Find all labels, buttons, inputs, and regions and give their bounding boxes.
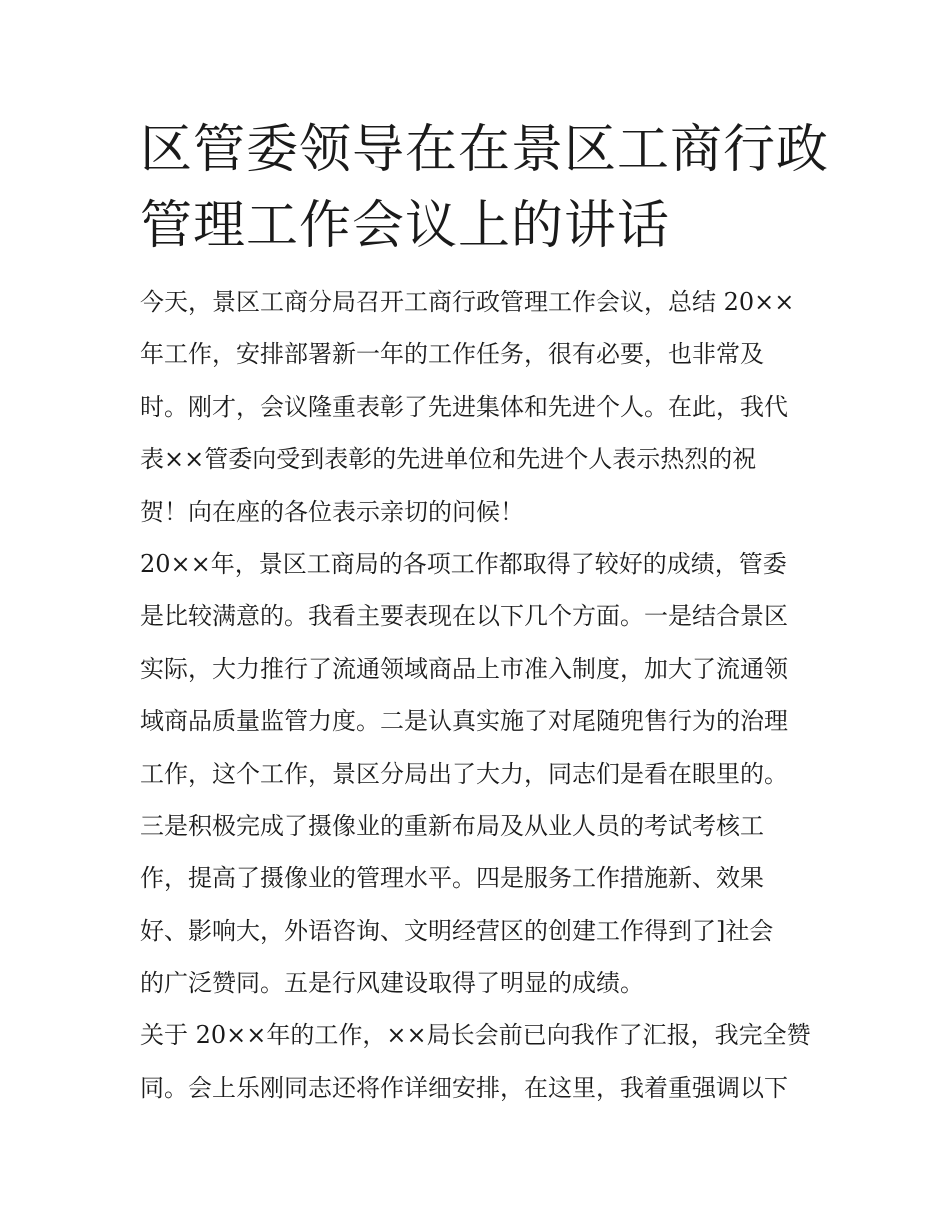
paragraph-line: 是比较满意的。我看主要表现在以下几个方面。一是结合景区 (140, 602, 788, 631)
paragraph-line: 作，提高了摄像业的管理水平。四是服务工作措施新、效果 (140, 864, 764, 893)
paragraph-line: 同。会上乐刚同志还将作详细安排，在这里，我着重强调以下 (140, 1073, 788, 1102)
paragraph-line: 时。刚才，会议隆重表彰了先进集体和先进个人。在此，我代 (140, 392, 788, 421)
title-line: 区管委领导在在景区工商行政 (140, 120, 830, 180)
paragraph-line: 三是积极完成了摄像业的重新布局及从业人员的考试考核工 (140, 811, 764, 840)
paragraph-line: 20××年，景区工商局的各项工作都取得了较好的成绩，管委 (140, 549, 787, 578)
paragraph-next-year (140, 1009, 830, 1114)
document-title (140, 112, 830, 264)
paragraph-line: 域商品质量监管力度。二是认真实施了对尾随兜售行为的治理 (140, 707, 788, 736)
document-body (140, 276, 830, 1114)
paragraph-line: 表××管委向受到表彰的先进单位和先进个人表示热烈的祝 (140, 445, 757, 474)
paragraph-line: 今天，景区工商分局召开工商行政管理工作会议，总结 20×× (140, 288, 795, 316)
title-line: 管理工作会议上的讲话 (140, 196, 671, 256)
paragraph-line: 贺！向在座的各位表示亲切的问候！ (140, 497, 524, 526)
paragraph-line: 的广泛赞同。五是行风建设取得了明显的成绩。 (140, 969, 644, 998)
paragraph-line: 年工作，安排部署新一年的工作任务，很有必要，也非常及 (140, 340, 764, 369)
paragraph-achievements (140, 538, 830, 1010)
paragraph-line: 关于 20××年的工作，××局长会前已向我作了汇报，我完全赞 (140, 1021, 811, 1050)
paragraph-opening (140, 276, 830, 538)
paragraph-line: 实际，大力推行了流通领域商品上市准入制度，加大了流通领 (140, 654, 788, 683)
paragraph-line: 好、影响大，外语咨询、文明经营区的创建工作得到了]社会 (140, 916, 774, 945)
paragraph-line: 工作，这个工作，景区分局出了大力，同志们是看在眼里的。 (140, 759, 788, 788)
